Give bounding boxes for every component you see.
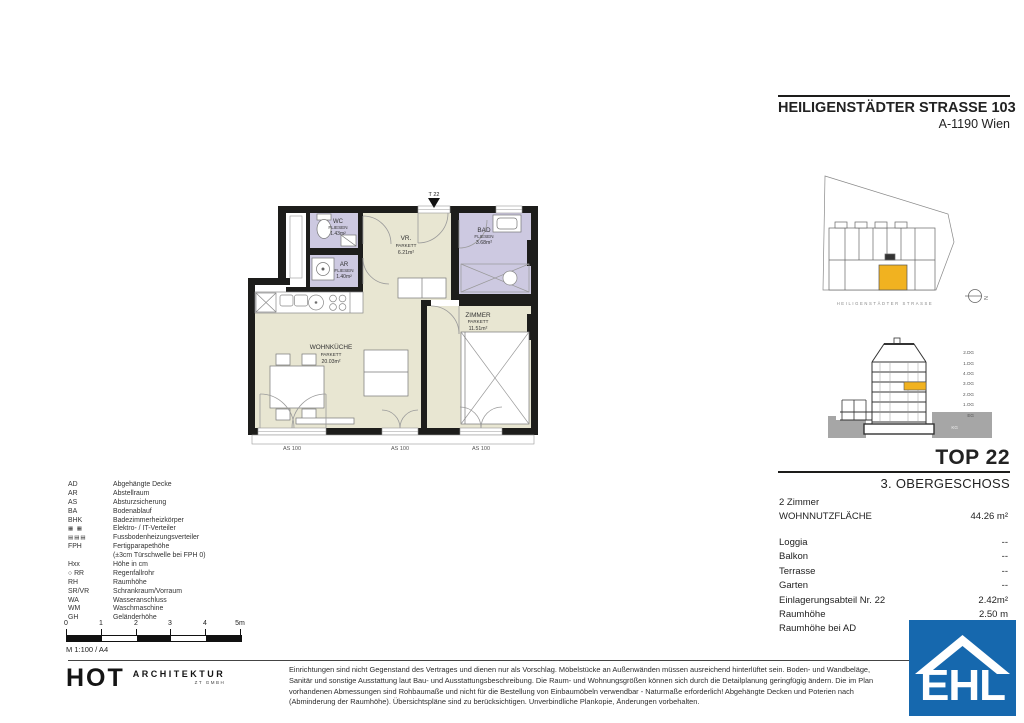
room-label-bad-area: 3.68m² [475,240,493,246]
scale-tick-label: 3 [168,620,172,627]
abbreviation-legend [68,481,268,623]
legend-abbr: RH [68,578,78,586]
ehl-wordmark: EHL [920,661,1005,710]
scale-tick-label: 2 [134,620,138,627]
legend-abbr: Hxx [68,561,80,569]
detail-row [779,580,1008,594]
legend-desc: Bodenablauf [113,507,152,515]
window-label-1: AS 100 [282,446,302,452]
sideboard [296,418,354,424]
architect-sub: ZT GMBH [194,680,226,685]
legend-abbr: BHK [68,516,83,524]
legend-abbr: AD [68,481,78,488]
scale-tick-label: 4 [203,620,207,627]
disclaimer-text [289,665,909,711]
legend-desc: Wasseranschluss [113,596,167,604]
legend-desc: Regenfallrohr [113,569,155,577]
detail-value: -- [1001,580,1008,592]
ehl-logo [909,620,1016,716]
level-label: 1.DG [963,361,974,366]
legend-abbr: BA [68,507,78,515]
scale-bar [64,620,250,656]
site-plan [815,168,995,316]
apartment-floor-plan [246,182,542,458]
level-label: 4.OG [963,371,974,376]
disclaimer-line: (Abminderung der Raumhöhe). Übersichtspläne sind zu berücksichtigen. Unverbindliche Plankopie, Änderungen vorbehalten. [289,697,700,707]
chair [276,409,290,420]
detail-row [779,551,1008,565]
room-label-ar-name: AR [339,262,349,268]
legend-desc: Fussbodenheizungsverteiler [113,534,200,542]
dining-table [270,366,324,408]
legend-desc: Abgehängte Decke [113,481,172,488]
detail-label: Raumhöhe [779,608,826,620]
detail-label: Balkon [779,551,809,563]
elektro-verteiler-icon: ▦ ▦ [68,526,83,533]
detail-label: Terrasse [779,565,816,577]
room-label-wc-area: 1.43m² [330,231,346,237]
legend-row [68,534,268,543]
scale-bar-strip [66,635,242,642]
detail-value: 2.50 m [978,608,1008,620]
architect-logo [66,666,225,690]
footer-divider [68,660,910,661]
room-label-bad-surface: FLIESEN [474,234,494,239]
legend-row [68,570,268,579]
entrance-label: T 22 [428,192,440,198]
scale-tick-label: 0 [64,620,68,627]
scale-tick-label: 5m [235,620,245,627]
room-label-wohnkueche-area: 20.03m² [321,359,341,365]
room-label-wohnkueche-name: WOHNKÜCHE [309,344,353,351]
unit-stats [779,497,1008,524]
legend-desc: Abstellraum [113,489,150,497]
north-arrow-icon [965,290,988,303]
level-label: 1.OG [963,402,974,407]
room-label-zimmer-surface: PARKETT [467,319,489,324]
legend-abbr: ○ RR [68,569,85,577]
scale-label: M 1:100 / A4 [66,645,109,654]
fussbodenheizung-icon: ▤▤▤ [68,535,87,542]
room-label-zimmer-name: ZIMMER [465,312,491,319]
room-label-ar-surface: FLIESEN [334,268,354,273]
window-labels [283,446,490,452]
legend-row [68,490,268,499]
legend-abbr: GH [68,614,79,622]
kitchen-counter [255,292,363,313]
detail-label: Garten [779,580,809,592]
legend-desc: Fertigparapethöhe [113,543,170,551]
area-label: WOHNNUTZFLÄCHE [779,510,872,522]
unit-title-block [778,446,1010,491]
detail-value: -- [1001,537,1008,548]
legend-desc: Waschmaschine [113,605,164,613]
legend-desc: Schrankraum/Vorraum [113,587,182,595]
scale-tick-label: 1 [99,620,103,627]
legend-row [68,543,268,552]
detail-label: Raumhöhe bei AD [779,623,857,635]
legend-desc: (±3cm Türschwelle bei FPH 0) [113,552,206,560]
basement-label: KG [951,425,958,430]
area-value: 44.26 m² [970,510,1008,522]
room-label-vr-name: VR. [400,235,412,242]
highlighted-floor [904,382,926,390]
room-label-ar-area: 1.40m² [336,274,352,280]
project-title: HEILIGENSTÄDTER STRASSE 103 [778,100,1016,116]
legend-abbr [68,552,113,561]
detail-row [779,566,1008,580]
legend-abbr: WM [68,605,81,613]
room-label-vr-surface: PARKETT [395,243,417,248]
wc-tank [317,214,331,220]
detail-value: -- [1001,565,1008,577]
legend-desc: Höhe in cm [113,561,148,569]
detail-label: Loggia [779,537,808,548]
level-label: 2.OG [963,392,974,397]
legend-abbr: SR/VR [68,587,90,595]
legend-abbr: FPH [68,543,82,551]
legend-abbr: AR [68,489,78,497]
disclaimer-line: Einrichtungen sind nicht Gegenstand des Vertrages und dienen nur als Vorschlag. Möbelstücke an Außenwänden müssen ausreichend hinterlüftet sein. Boden- und Wandbeläge, [289,665,871,674]
architect-name: HOT [66,664,125,692]
highlighted-unit [879,265,907,290]
shaft [290,216,302,278]
detail-row [779,537,1008,551]
window-label-2: AS 100 [390,446,410,452]
unit-number: TOP 22 [935,446,1010,469]
legend-row [68,499,268,508]
balcony-slab [252,435,534,444]
detail-label: Einlagerungsabteil Nr. 22 [779,594,886,606]
disclaimer-line: vorhandenen Abmessungen sind Rohbaumaße und nicht für die Bestellung von Einbaumöbeln verwendbar - Naturmaße erforderlich! Abgehängte Decken und Poterien nach [289,686,854,696]
legend-abbr: AS [68,498,78,506]
stair-core [885,254,895,260]
room-label-wc-name: WC [333,219,343,225]
window-label-3: AS 100 [471,446,491,452]
north-label: N [982,296,988,300]
legend-row [68,508,268,517]
legend-row [68,525,268,534]
level-label: EG [967,413,974,418]
legend-row [68,481,268,490]
legend-row [68,561,268,570]
room-label-vr-area: 6.21m² [397,250,415,256]
street-label: HEILIGENSTÄDTER STRASSE [836,301,934,306]
disclaimer-line: Sanitär und sonstige Ausstattung laut Bau- und Ausstattungsbeschreibung. Die Raum- und Wohnungsgrößen können sich durch die Detailplanung geringfügig ändern. Die im Plan [289,675,874,685]
project-address [778,95,1016,131]
legend-abbr: WA [68,596,79,604]
divider [778,471,1010,473]
chair [276,354,290,365]
legend-desc: Raumhöhe [113,578,147,586]
sofa [364,350,408,396]
legend-desc: Elektro- / IT-Verteiler [113,525,176,533]
level-label: 2.DG [963,350,974,355]
legend-desc: Geländerhöhe [113,614,157,622]
room-label-wc-surface: FLIESEN [328,225,348,230]
detail-value: 2.42m² [978,594,1008,606]
chair [302,354,316,365]
level-label: 3.OG [963,381,974,386]
legend-row [68,605,268,614]
sink-icon [280,295,293,306]
legend-row [68,579,268,588]
detail-row [779,595,1008,609]
legend-desc: Badezimmerheizkörper [113,516,184,524]
unit-floor: 3. OBERGESCHOSS [880,476,1010,491]
architect-field: ARCHITEKTUR [132,669,226,679]
building-section [828,336,996,444]
rooms-count: 2 Zimmer [779,497,820,508]
room-label-wohnkueche-surface: PARKETT [320,352,342,357]
legend-row [68,588,268,597]
legend-desc: Absturzsicherung [113,498,167,506]
entrance-marker [428,192,440,208]
legend-row [68,597,268,606]
project-city: A-1190 Wien [938,117,1010,131]
detail-value: -- [1001,551,1008,563]
room-label-zimmer-area: 11.51m² [468,326,488,332]
cooktop-icon [330,295,337,302]
room-label-bad-name: BAD [477,227,491,234]
legend-row [68,552,268,561]
legend-row [68,517,268,526]
